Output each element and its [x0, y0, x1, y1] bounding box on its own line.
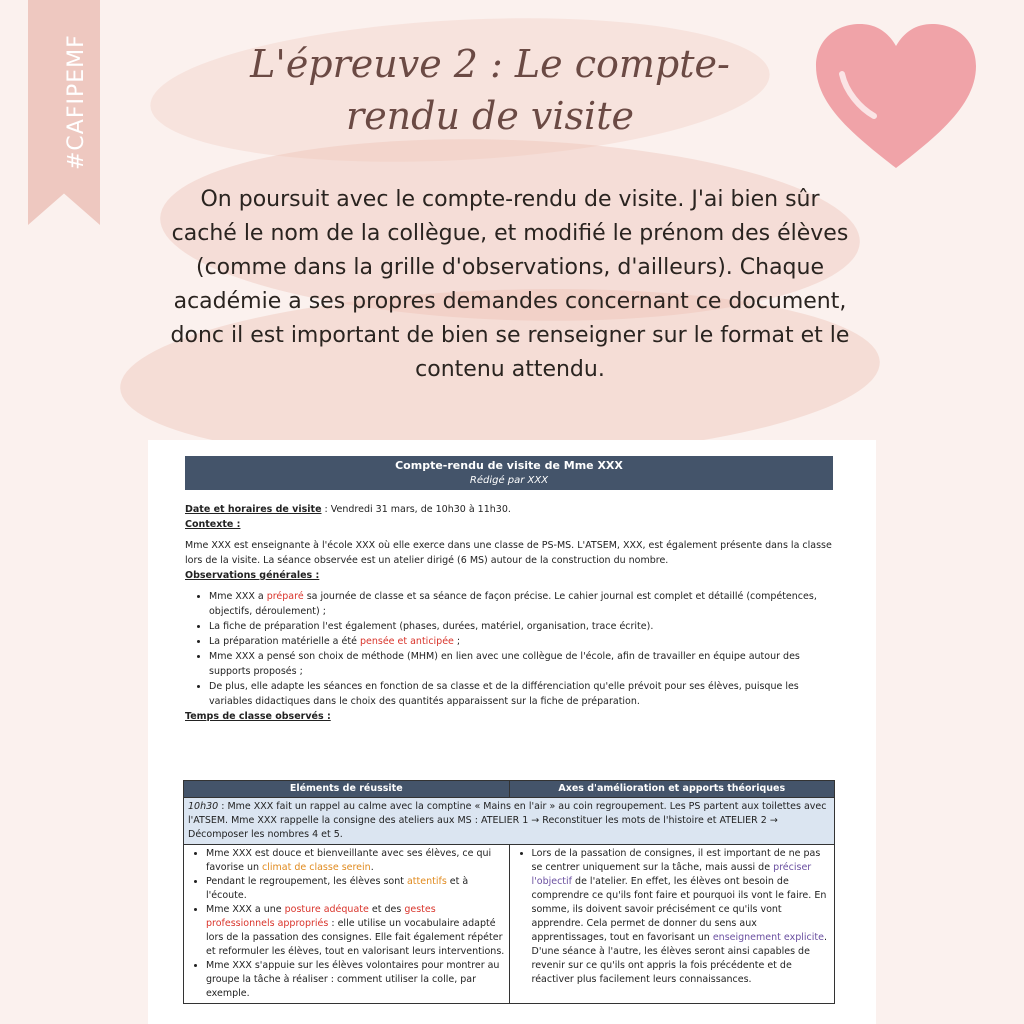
page-title [200, 38, 780, 142]
heart-icon [812, 22, 980, 172]
document-preview [148, 440, 876, 1024]
class-time-heading: Temps de classe observés : [185, 711, 331, 722]
list-item: • Mme XXX a préparé sa journée de classe et sa séance de façon précise. Le cahier journal est complet et détaillé (compétences, objectifs, déroulement) ; [209, 589, 835, 619]
list-item: • La fiche de préparation l'est également (phases, durées, matériel, organisation, trace écrite). [209, 619, 835, 634]
context-heading: Contexte : [185, 519, 241, 530]
list-item: • Mme XXX a pensé son choix de méthode (MHM) en lien avec une collègue de l'école, afin de travailler en équipe autour des supports proposés ; [209, 649, 835, 679]
observations-heading: Observations générales : [185, 570, 320, 581]
document-header [185, 456, 833, 490]
time-cell: 10h30 : Mme XXX fait un rappel au calme avec la comptine « Mains en l'air » au coin regroupement. Les PS partent aux toilettes avec l'ATSEM. Mme XXX rappelle la consigne des ateliers aux MS : ATELIER 1 → Reconstituer les mots de l'histoire et ATELIER 2 → Décomposer les nombres 4 et 5. [184, 798, 835, 845]
list-item: • La préparation matérielle a été pensée et anticipée ; [209, 634, 835, 649]
list-item: • Mme XXX est douce et bienveillante avec ses élèves, ce qui favorise un climat de classe serein. [206, 847, 505, 875]
document-title: Compte-rendu de visite de Mme XXX [395, 459, 623, 472]
date-label: Date et horaires de visite [185, 504, 322, 515]
improvement-cell [509, 845, 835, 1004]
list-item: • Pendant le regroupement, les élèves sont attentifs et à l'écoute. [206, 875, 505, 903]
date-value: : Vendredi 31 mars, de 10h30 à 11h30. [321, 504, 511, 515]
intro-text: On poursuit avec le compte-rendu de visite. J'ai bien sûr caché le nom de la collègue, et modifié le prénom des élèves (comme dans la grille d'observations, d'ailleurs). Chaque académie a ses propres demandes concernant ce document, donc il est important de bien se renseigner sur le format et le contenu attendu. [170, 187, 850, 382]
column-header-success: Eléments de réussite [184, 781, 510, 798]
table-row [184, 845, 835, 1004]
document-body [185, 502, 835, 724]
list-item: • De plus, elle adapte les séances en fonction de sa classe et de la différenciation qu'elle prévoit pour ses élèves, puisque les variables didactiques dans le choix des quantités apparaissent sur la fiche de préparation. [209, 679, 835, 709]
title-line-1: L'épreuve 2 : Le compte- [250, 42, 730, 86]
context-text: Mme XXX est enseignante à l'école XXX où elle exerce dans une classe de PS-MS. L'ATSEM, XXX, est également présente dans la classe lors de la visite. La séance observée est un atelier dirigé (6 MS) autour de la construction du nombre. [185, 540, 832, 566]
list-item: • Lors de la passation de consignes, il est important de ne pas se centrer uniquement sur la tâche, mais aussi de préciser l'objectif de l'atelier. En effet, les élèves ont besoin de comprendre ce qu'ils font faire et pourquoi ils vont le faire. En somme, ils doivent savoir précisément ce qu'ils vont apprendre. Cela permet de donner du sens aux apprentissages, tout en favorisant un enseignement explicite. D'une séance à l'autre, les élèves seront ainsi capables de revenir sur ce qu'ils ont appris la fois précédente et de réactiver plus facilement leurs connaissances. [532, 847, 831, 987]
column-header-improvement: Axes d'amélioration et apports théoriques [509, 781, 835, 798]
observations-list [185, 589, 835, 709]
list-item: • Mme XXX s'appuie sur les élèves volontaires pour montrer au groupe la tâche à réaliser : comment utiliser la colle, par exemple. [206, 959, 505, 1001]
document-author: Rédigé par XXX [469, 475, 549, 486]
success-cell [184, 845, 510, 1004]
ribbon-hashtag: #CAFIPEMF [64, 34, 89, 170]
visit-date [185, 502, 835, 517]
table-row [184, 798, 835, 845]
title-line-2: rendu de visite [346, 94, 634, 138]
observation-table [183, 780, 835, 1004]
list-item: • Mme XXX a une posture adéquate et des gestes professionnels appropriés : elle utilise un vocabulaire adapté lors de la passation des consignes. Elle fait également répéter et reformuler les élèves, tout en valorisant leurs interventions. [206, 903, 505, 959]
